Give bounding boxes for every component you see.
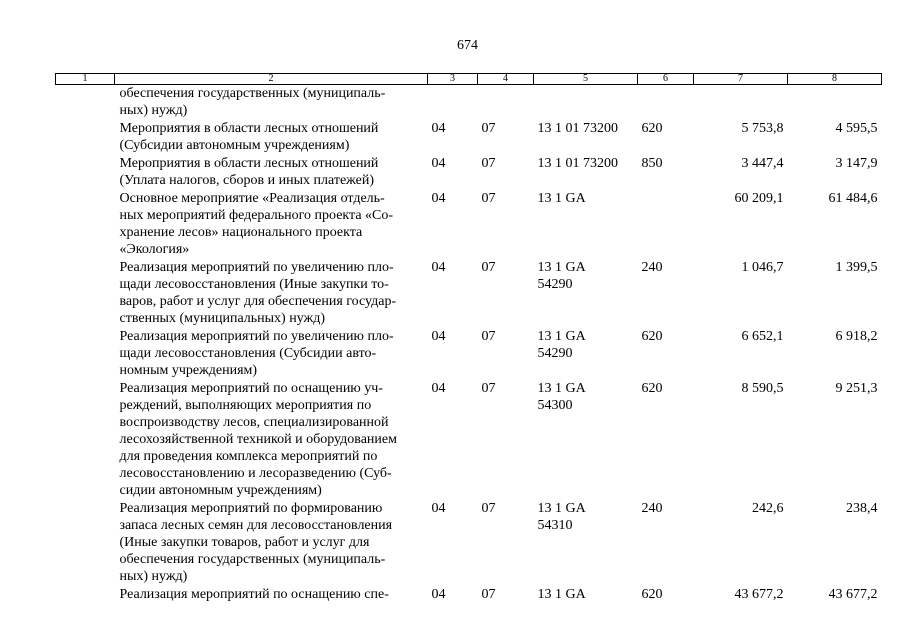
section-code-cell: 04 xyxy=(431,587,446,602)
target-article-line: 54300 xyxy=(537,398,573,413)
item-name-line: (Уплата налогов, сборов и иных платежей) xyxy=(119,173,375,188)
amount-year1-cell: 43 677,2 xyxy=(734,587,784,602)
section-code-cell: 04 xyxy=(431,260,446,275)
expense-type-cell: 620 xyxy=(641,587,663,602)
row-number-cell xyxy=(56,380,115,500)
amount-year2-cell: 4 595,5 xyxy=(835,121,878,136)
target-article-cell xyxy=(534,586,638,604)
header-col-8: 8 xyxy=(788,74,882,85)
item-name-line: Реализация мероприятий по формированию xyxy=(119,501,383,516)
item-name-line: Мероприятия в области лесных отношений xyxy=(119,156,379,171)
item-name-line: (Иные закупки товаров, работ и услуг для xyxy=(119,535,370,550)
row-number-cell xyxy=(56,190,115,259)
target-article-line: 13 1 GA xyxy=(537,587,586,602)
item-name-line: ных) нужд) xyxy=(119,103,188,118)
amount-year2-cell: 1 399,5 xyxy=(835,260,878,275)
item-name-line: Реализация мероприятий по оснащению спе- xyxy=(119,587,389,602)
expense-type-cell xyxy=(638,190,694,259)
target-article-cell xyxy=(534,328,638,380)
amount-year2-cell xyxy=(788,85,882,121)
item-name-line: хранение лесов» национального проекта xyxy=(119,225,363,240)
section-code-cell: 04 xyxy=(431,156,446,171)
header-col-3: 3 xyxy=(428,74,478,85)
table-row xyxy=(56,586,882,604)
amount-year1-cell: 5 753,8 xyxy=(741,121,784,136)
item-name-line: щади лесовосстановления (Субсидии авто- xyxy=(119,346,377,361)
section-code-cell: 04 xyxy=(431,329,446,344)
table-body xyxy=(56,85,882,605)
row-number-cell xyxy=(56,259,115,328)
amount-year1-cell: 6 652,1 xyxy=(741,329,784,344)
item-name-line: воспроизводству лесов, специализированной xyxy=(119,415,389,430)
expense-type-cell: 620 xyxy=(641,329,663,344)
target-article-line: 54290 xyxy=(537,346,573,361)
item-name-line: реждений, выполняющих мероприятия по xyxy=(119,398,372,413)
row-number-cell xyxy=(56,85,115,121)
expense-type-cell: 850 xyxy=(641,156,663,171)
item-name-cell xyxy=(115,259,428,328)
item-name-line: ных) нужд) xyxy=(119,569,188,584)
amount-year2-cell: 6 918,2 xyxy=(835,329,878,344)
section-code-cell: 04 xyxy=(431,501,446,516)
section-code-cell: 04 xyxy=(431,381,446,396)
amount-year2-cell: 238,4 xyxy=(846,501,878,516)
table-row xyxy=(56,155,882,190)
item-name-line: «Экология» xyxy=(119,242,190,257)
header-col-5: 5 xyxy=(534,74,638,85)
section-code-cell xyxy=(428,85,478,121)
expense-type-cell: 620 xyxy=(641,121,663,136)
table-header xyxy=(56,74,882,85)
header-col-2: 2 xyxy=(115,74,428,85)
header-row xyxy=(56,74,882,85)
target-article-line: 13 1 01 73200 xyxy=(537,121,618,136)
section-code-cell: 04 xyxy=(431,121,446,136)
item-name-line: щади лесовосстановления (Иные закупки то- xyxy=(119,277,389,292)
expense-type-cell: 240 xyxy=(641,260,663,275)
target-article-line: 13 1 GA xyxy=(537,381,586,396)
item-name-cell xyxy=(115,328,428,380)
amount-year1-cell: 1 046,7 xyxy=(741,260,784,275)
target-article-cell xyxy=(534,120,638,155)
item-name-cell xyxy=(115,155,428,190)
amount-year1-cell: 60 209,1 xyxy=(734,191,784,206)
table-row xyxy=(56,259,882,328)
subsection-code-cell: 07 xyxy=(481,121,496,136)
amount-year1-cell xyxy=(694,85,788,121)
table-row xyxy=(56,120,882,155)
page-number: 674 xyxy=(457,38,478,53)
item-name-line: запаса лесных семян для лесовосстановления xyxy=(119,518,393,533)
row-number-cell xyxy=(56,586,115,604)
expense-type-cell xyxy=(638,85,694,121)
item-name-line: Мероприятия в области лесных отношений xyxy=(119,121,379,136)
row-number-cell xyxy=(56,120,115,155)
subsection-code-cell: 07 xyxy=(481,501,496,516)
item-name-line: для проведения комплекса мероприятий по xyxy=(119,449,378,464)
amount-year2-cell: 43 677,2 xyxy=(828,587,878,602)
row-number-cell xyxy=(56,328,115,380)
target-article-line: 13 1 GA xyxy=(537,260,586,275)
amount-year1-cell: 242,6 xyxy=(752,501,784,516)
table-row xyxy=(56,85,882,121)
item-name-cell xyxy=(115,500,428,586)
item-name-line: (Субсидии автономным учреждениям) xyxy=(119,138,350,153)
item-name-line: лесовосстановлению и лесоразведению (Суб- xyxy=(119,466,392,481)
header-col-7: 7 xyxy=(694,74,788,85)
subsection-code-cell: 07 xyxy=(481,191,496,206)
subsection-code-cell: 07 xyxy=(481,329,496,344)
header-col-4: 4 xyxy=(478,74,534,85)
target-article-cell xyxy=(534,259,638,328)
amount-year2-cell: 3 147,9 xyxy=(835,156,878,171)
item-name-line: обеспечения государственных (муниципаль- xyxy=(119,552,386,567)
target-article-cell xyxy=(534,190,638,259)
amount-year1-cell: 3 447,4 xyxy=(741,156,784,171)
subsection-code-cell: 07 xyxy=(481,587,496,602)
amount-year1-cell: 8 590,5 xyxy=(741,381,784,396)
table-row xyxy=(56,190,882,259)
target-article-line: 13 1 GA xyxy=(537,329,586,344)
subsection-code-cell xyxy=(478,85,534,121)
header-col-1: 1 xyxy=(56,74,115,85)
amount-year2-cell: 9 251,3 xyxy=(835,381,878,396)
table-row xyxy=(56,380,882,500)
row-number-cell xyxy=(56,500,115,586)
subsection-code-cell: 07 xyxy=(481,260,496,275)
target-article-line: 13 1 GA xyxy=(537,191,586,206)
item-name-line: номным учреждениям) xyxy=(119,363,258,378)
target-article-cell xyxy=(534,85,638,121)
target-article-cell xyxy=(534,380,638,500)
row-number-cell xyxy=(56,155,115,190)
target-article-line: 13 1 01 73200 xyxy=(537,156,618,171)
target-article-line: 54310 xyxy=(537,518,573,533)
item-name-line: сидии автономным учреждениям) xyxy=(119,483,322,498)
item-name-cell xyxy=(115,380,428,500)
table-row xyxy=(56,500,882,586)
item-name-line: обеспечения государственных (муниципаль- xyxy=(119,86,386,101)
item-name-cell xyxy=(115,190,428,259)
item-name-line: ственных (муниципальных) нужд) xyxy=(119,311,325,326)
item-name-cell xyxy=(115,586,428,604)
item-name-line: Реализация мероприятий по оснащению уч- xyxy=(119,381,383,396)
subsection-code-cell: 07 xyxy=(481,381,496,396)
section-code-cell: 04 xyxy=(431,191,446,206)
target-article-line: 54290 xyxy=(537,277,573,292)
amount-year2-cell: 61 484,6 xyxy=(828,191,878,206)
item-name-line: Реализация мероприятий по увеличению пло- xyxy=(119,329,394,344)
subsection-code-cell: 07 xyxy=(481,156,496,171)
item-name-line: Основное мероприятие «Реализация отдель- xyxy=(119,191,385,206)
target-article-cell xyxy=(534,155,638,190)
table-row xyxy=(56,328,882,380)
item-name-line: ных мероприятий федерального проекта «Со- xyxy=(119,208,394,223)
item-name-cell xyxy=(115,120,428,155)
item-name-cell xyxy=(115,85,428,121)
target-article-line: 13 1 GA xyxy=(537,501,586,516)
item-name-line: Реализация мероприятий по увеличению пло- xyxy=(119,260,394,275)
budget-table xyxy=(55,73,882,604)
expense-type-cell: 620 xyxy=(641,381,663,396)
item-name-line: варов, работ и услуг для обеспечения государ- xyxy=(119,294,397,309)
expense-type-cell: 240 xyxy=(641,501,663,516)
header-col-6: 6 xyxy=(638,74,694,85)
item-name-line: лесохозяйственной техникой и оборудованием xyxy=(119,432,397,447)
target-article-cell xyxy=(534,500,638,586)
